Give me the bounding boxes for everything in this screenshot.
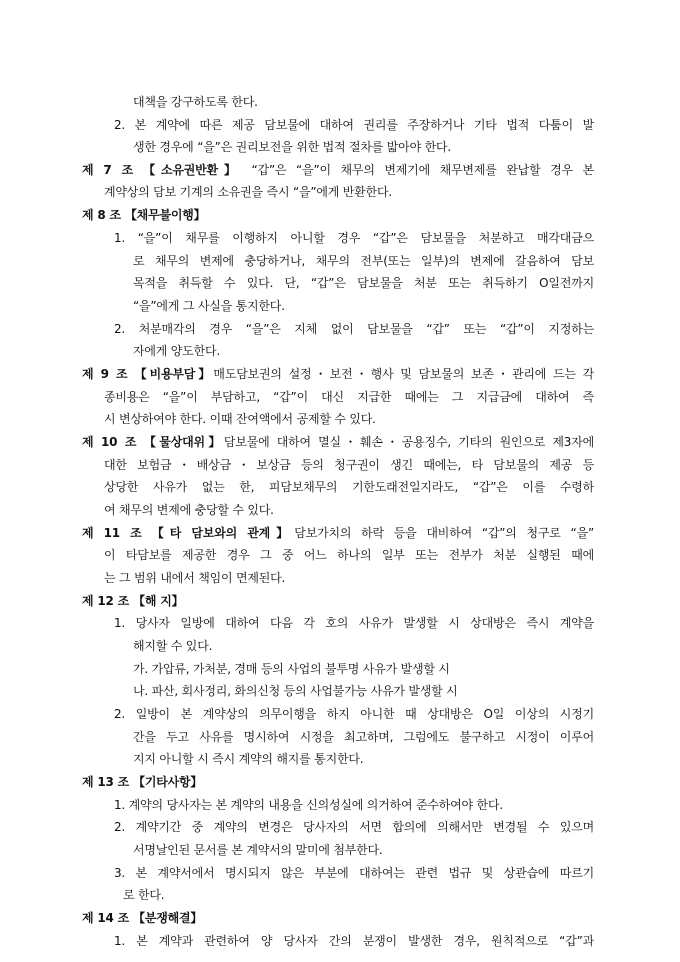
text-line: 시 변상하여야 한다. 이때 잔여액에서 공제할 수 있다.: [104, 412, 376, 426]
article-title: 【해 지】: [133, 594, 184, 608]
article-number: 제 11 조: [82, 526, 142, 540]
text-line: 지지 아니할 시 즉시 계약의 해지를 통지한다.: [133, 752, 364, 766]
article-14-heading: [82, 908, 680, 928]
text-line: 여 채무의 변제에 충당할 수 있다.: [104, 503, 274, 517]
article-number: 제 13 조: [82, 775, 130, 789]
text-line: 상당한 사유가 없는 한, 피담보채무의 기한도래전일지라도, “갑”은 이를 수령하: [104, 480, 594, 494]
text-line: 계약상의 담보 기계의 소유권을 즉시 “을”에게 반환한다.: [104, 185, 392, 199]
article-number: 제 10 조: [82, 435, 137, 449]
text-line: 목적을 취득할 수 있다. 단, “갑”은 담보물을 처분 또는 취득하기 O일전까지: [133, 276, 594, 290]
list-item: 2. 계약기간 중 계약의 변경은 당사자의 서면 합의에 의해서만 변경될 수 있으며: [114, 820, 594, 834]
text-line: 간을 두고 사유를 명시하여 시정을 최고하며, 그럼에도 불구하고 시정이 이루어: [133, 730, 594, 744]
article-title: 【채무불이행】: [124, 208, 206, 222]
text-line: 로 한다.: [123, 888, 165, 902]
article-9: [82, 364, 594, 384]
article-8-heading: [82, 205, 680, 225]
list-item: 2. 처분매각의 경우 “을”은 지체 없이 담보물을 “갑” 또는 “갑”이 지정하는: [114, 322, 594, 336]
text-line: 종비용은 “을”이 부담하고, “갑”이 대신 지급한 때에는 그 지급금에 대하여 즉: [104, 390, 594, 404]
text-line: 로 채무의 변제에 충당하거나, 채무의 전부(또는 일부)의 변제에 갈음하여 담보: [133, 254, 594, 268]
list-item: 1. 계약의 당사자는 본 계약의 내용을 신의성실에 의거하여 준수하여야 한다.: [114, 798, 503, 812]
text-line: 서명날인된 문서를 본 계약서의 말미에 첨부한다.: [133, 843, 383, 857]
article-number: 제 7 조: [82, 163, 134, 177]
article-title: 【분쟁해결】: [133, 911, 203, 925]
text-line: “을”에게 그 사실을 통지한다.: [133, 299, 285, 313]
text-line: 대한 보험금・배상금・보상금 등의 청구권이 생긴 때에는, 타 담보물의 제공 등: [104, 458, 594, 472]
sub-list-item: 나. 파산, 회사정리, 화의신청 등의 사업불가능 사유가 발생할 시: [133, 684, 458, 698]
article-7-heading: [82, 163, 242, 177]
list-item: 2. 본 계약에 따른 제공 담보물에 대하여 권리를 주장하거나 기타 법적 다툼이 발: [114, 118, 594, 132]
text-line: 대책을 강구하도록 한다.: [133, 95, 258, 109]
article-9-heading: [82, 367, 213, 381]
text-line: 매도담보권의 설정・보전・행사 및 담보물의 보존・관리에 드는 각: [213, 367, 594, 381]
list-item: 1. “을”이 채무를 이행하지 아니할 경우 “갑”은 담보물을 처분하고 매각대금으: [114, 231, 594, 245]
text-line: 해지할 수 있다.: [133, 639, 213, 653]
article-12-heading: [82, 591, 680, 611]
article-title: 【물상대위】: [143, 435, 224, 449]
text-line: 이 타담보를 제공한 경우 그 중 어느 하나의 일부 또는 전부가 처분 실행된 때에: [104, 548, 594, 562]
article-number: 제 8 조: [82, 208, 121, 222]
article-title: 【타 담보와의 관계】: [151, 526, 295, 540]
article-title: 【기타사항】: [133, 775, 203, 789]
text-line: 는 그 범위 내에서 책임이 면제된다.: [104, 571, 286, 585]
article-7: [82, 160, 594, 180]
text-line: 생한 경우에 “을”은 권리보전을 위한 법적 절차를 밟아야 한다.: [133, 140, 451, 154]
text-line: 자에게 양도한다.: [133, 344, 220, 358]
text-line: 담보가치의 하락 등을 대비하여 “갑”의 청구로 “을”: [294, 526, 594, 540]
text-line: “갑”은 “을”이 채무의 변제기에 채무변제를 완납할 경우 본: [251, 163, 594, 177]
article-11: [82, 523, 594, 543]
list-item: 3. 본 계약서에서 명시되지 않은 부분에 대하여는 관련 법규 및 상관습에 따르기: [114, 866, 594, 880]
article-10-heading: [82, 435, 224, 449]
article-10: [82, 432, 594, 452]
article-13-heading: [82, 772, 680, 792]
article-number: 제 14 조: [82, 911, 130, 925]
list-item: 1. 당사자 일방에 대하여 다음 각 호의 사유가 발생할 시 상대방은 즉시 계약을: [114, 616, 594, 630]
article-number: 제 9 조: [82, 367, 128, 381]
text-line: 담보물에 대하여 멸실・훼손・공용징수, 기타의 원인으로 제3자에: [223, 435, 594, 449]
article-title: 【비용부담】: [134, 367, 214, 381]
list-item: 1. 본 계약과 관련하여 양 당사자 간의 분쟁이 발생한 경우, 원칙적으로 “갑”과: [114, 934, 594, 948]
list-item: 2. 일방이 본 계약상의 의무이행을 하지 아니한 때 상대방은 O일 이상의 시정기: [114, 707, 594, 721]
article-number: 제 12 조: [82, 594, 130, 608]
article-11-heading: [82, 526, 294, 540]
article-title: 【소유권반환】: [143, 163, 242, 177]
sub-list-item: 가. 가압류, 가처분, 경매 등의 사업의 불투명 사유가 발생할 시: [133, 662, 450, 676]
